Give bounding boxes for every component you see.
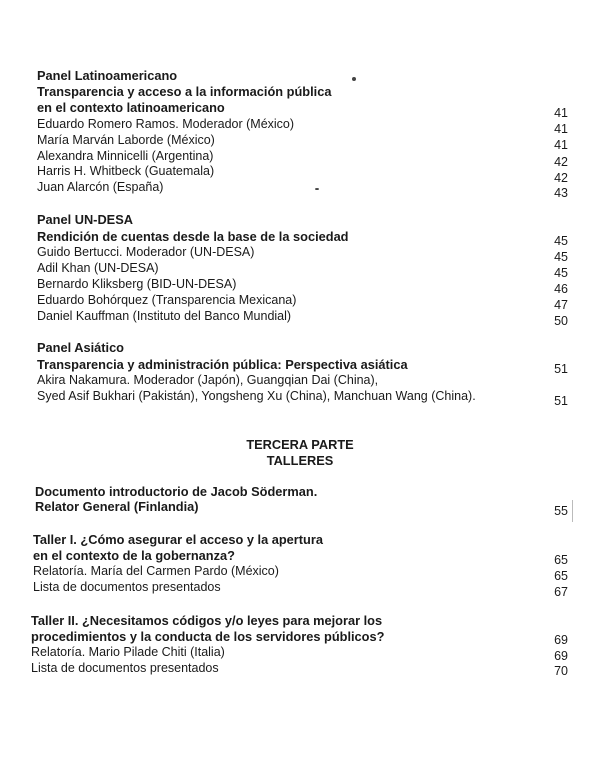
documento-title-1: Documento introductorio de Jacob Söderman. — [35, 484, 318, 499]
taller-1-relatoria-page: 65 — [554, 569, 568, 583]
documento-title-2: Relator General (Finlandia) — [35, 499, 199, 514]
toc-entry-page: 50 — [554, 314, 568, 328]
toc-entry-page: 45 — [554, 250, 568, 264]
panel-asiatico-subtitle-page: 51 — [554, 362, 568, 376]
toc-entry-page: 43 — [554, 186, 568, 200]
taller-2-title-1: Taller II. ¿Necesitamos códigos y/o leyes para mejorar los — [31, 613, 383, 628]
panel-undesa-subtitle: Rendición de cuentas desde la base de la sociedad — [37, 229, 349, 244]
taller-1-lista-page: 67 — [554, 585, 568, 599]
toc-entry: Adil Khan (UN-DESA) — [37, 261, 159, 275]
panel-undesa-title: Panel UN-DESA — [37, 212, 133, 227]
panel-asiatico-title: Panel Asiático — [37, 340, 125, 355]
taller-1-relatoria: Relatoría. María del Carmen Pardo (México) — [33, 564, 279, 578]
taller-1-title-1: Taller I. ¿Cómo asegurar el acceso y la apertura — [33, 532, 323, 547]
panel-latino-title: Panel Latinoamericano — [37, 68, 178, 83]
taller-2-lista-page: 70 — [554, 664, 568, 678]
panel-latino-subtitle-2: en el contexto latinoamericano — [37, 100, 225, 115]
toc-entry: Eduardo Bohórquez (Transparencia Mexicana) — [37, 293, 297, 307]
taller-2-relatoria: Relatoría. Mario Pilade Chiti (Italia) — [31, 645, 225, 659]
toc-entry: Akira Nakamura. Moderador (Japón), Guangqian Dai (China), — [37, 373, 379, 387]
toc-entry: Juan Alarcón (España) — [37, 180, 164, 194]
toc-entry: Daniel Kauffman (Instituto del Banco Mundial) — [37, 309, 292, 323]
taller-2-lista: Lista de documentos presentados — [31, 661, 219, 675]
taller-2-relatoria-page: 69 — [554, 649, 568, 663]
taller-1-lista: Lista de documentos presentados — [33, 580, 221, 594]
panel-latino-subtitle-page: 41 — [554, 106, 568, 120]
toc-entry: María Marván Laborde (México) — [37, 133, 215, 147]
toc-entry-page: 42 — [554, 155, 568, 169]
part-heading: TERCERA PARTE — [246, 437, 354, 452]
panel-undesa-subtitle-page: 45 — [554, 234, 568, 248]
scan-speck — [352, 77, 356, 81]
panel-latino-subtitle-1: Transparencia y acceso a la información pública — [37, 84, 332, 99]
scan-speck — [315, 188, 319, 190]
part-subheading: TALLERES — [266, 453, 334, 468]
toc-entry-page: 46 — [554, 282, 568, 296]
toc-entry: Syed Asif Bukhari (Pakistán), Yongsheng Xu (China), Manchuan Wang (China). — [37, 389, 476, 403]
toc-entry: Bernardo Kliksberg (BID-UN-DESA) — [37, 277, 237, 291]
toc-entry: Guido Bertucci. Moderador (UN-DESA) — [37, 245, 255, 259]
taller-2-title-2: procedimientos y la conducta de los servidores públicos? — [31, 629, 385, 644]
toc-entry: Alexandra Minnicelli (Argentina) — [37, 149, 214, 163]
toc-entry-page: 41 — [554, 122, 568, 136]
toc-entry-page: 51 — [554, 394, 568, 408]
toc-entry-page: 47 — [554, 298, 568, 312]
scan-edge — [572, 500, 573, 522]
taller-1-title-page: 65 — [554, 553, 568, 567]
toc-entry-page: 42 — [554, 171, 568, 185]
toc-entry-page: 41 — [554, 138, 568, 152]
panel-asiatico-subtitle: Transparencia y administración pública: Perspectiva asiática — [37, 357, 408, 372]
toc-entry: Eduardo Romero Ramos. Moderador (México) — [37, 117, 295, 131]
toc-entry: Harris H. Whitbeck (Guatemala) — [37, 164, 215, 178]
toc-entry-page: 45 — [554, 266, 568, 280]
documento-page: 55 — [554, 504, 568, 518]
taller-2-title-page: 69 — [554, 633, 568, 647]
taller-1-title-2: en el contexto de la gobernanza? — [33, 548, 235, 563]
